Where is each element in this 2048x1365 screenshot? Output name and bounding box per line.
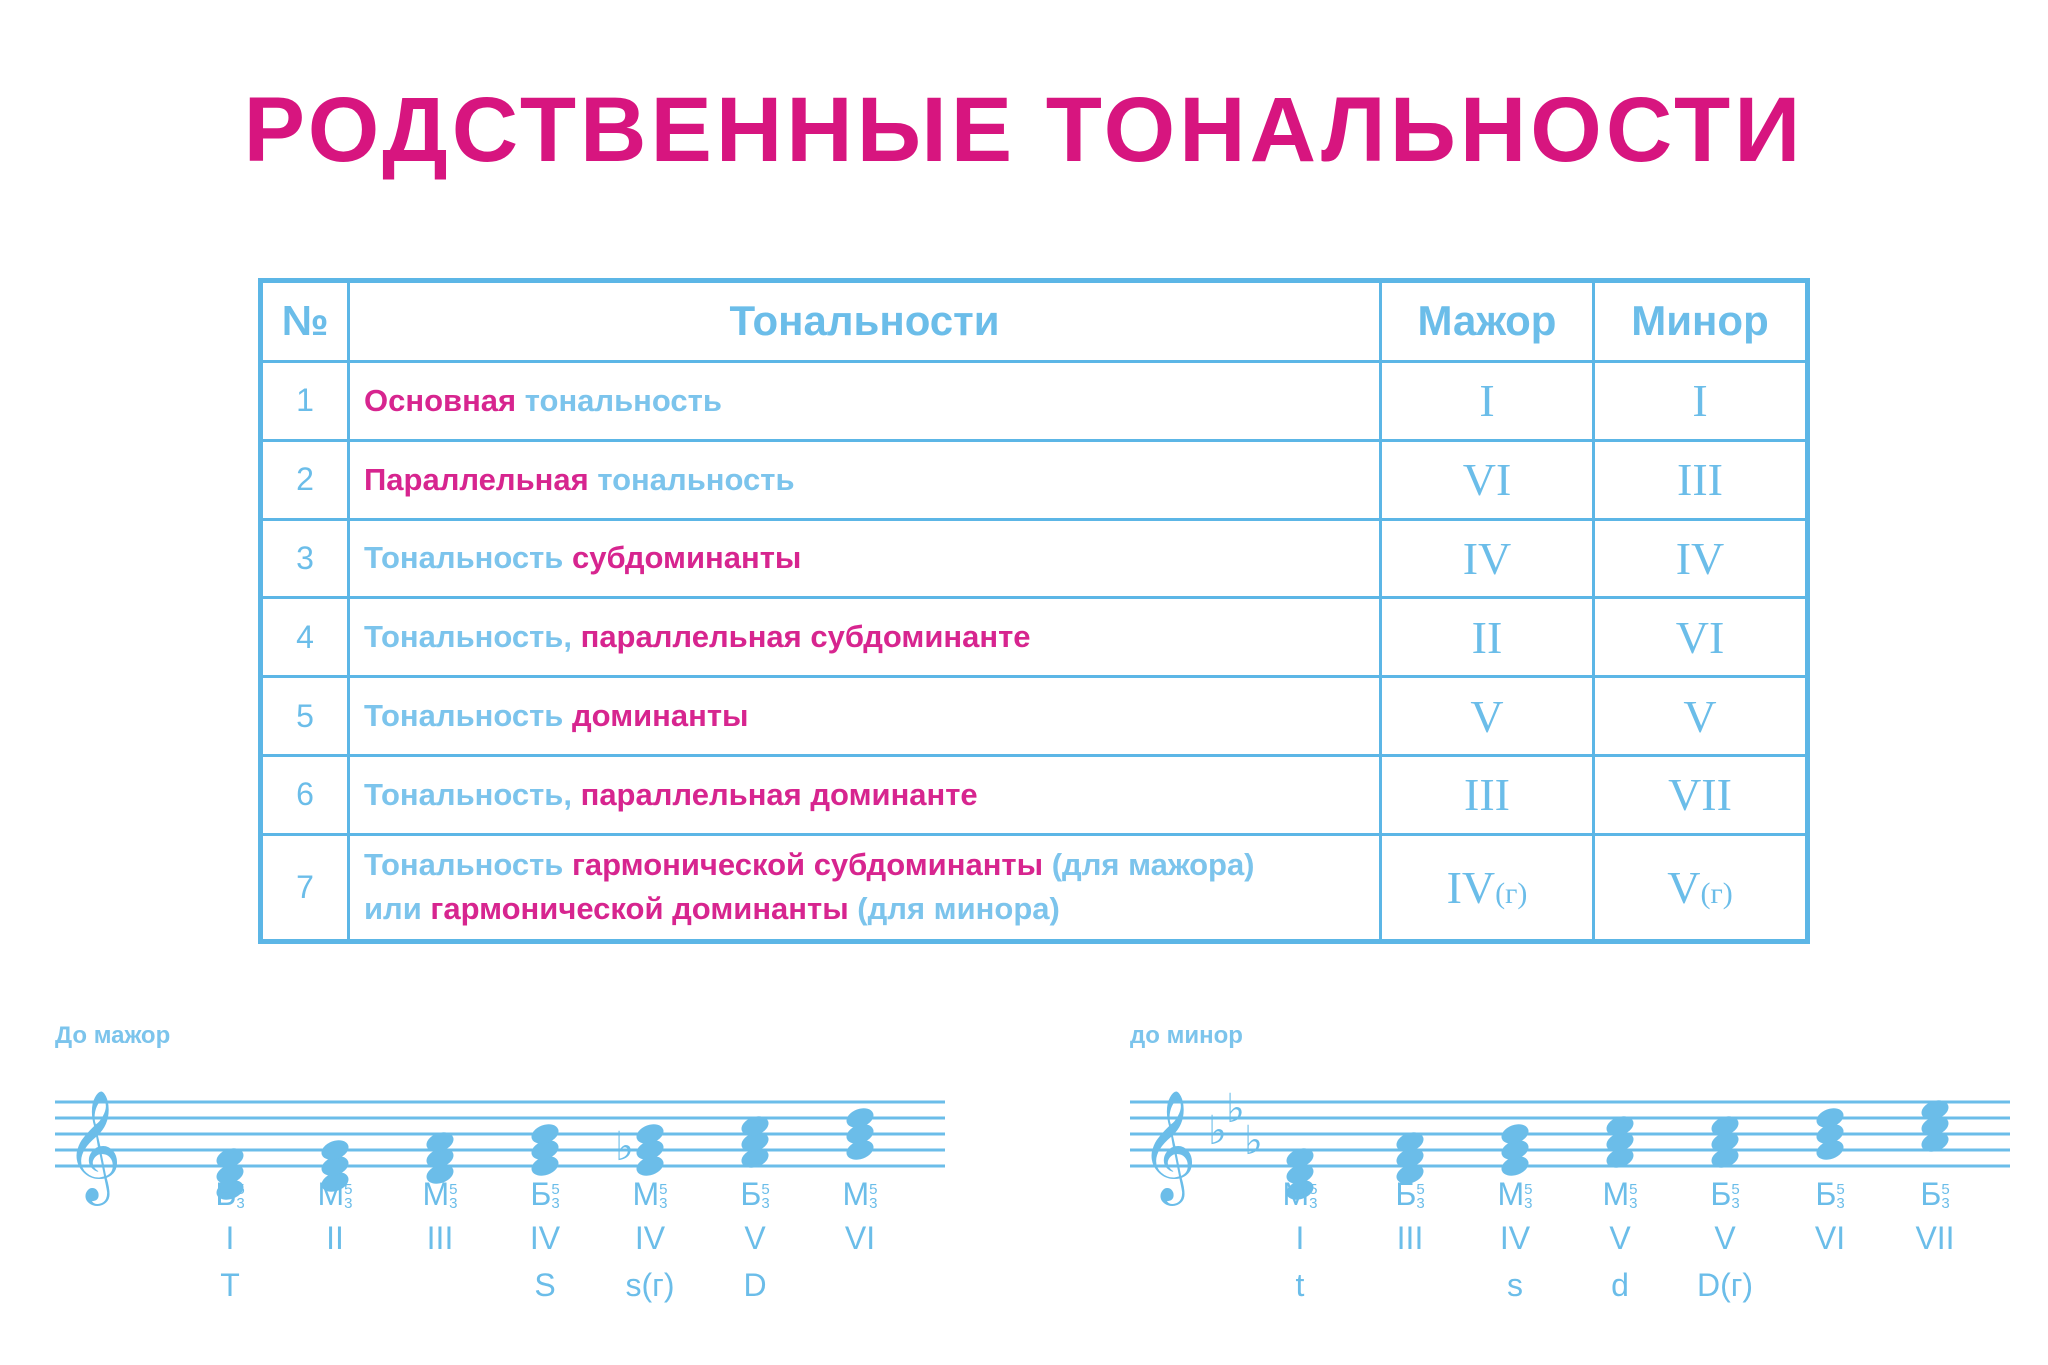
treble-clef-icon: 𝄞	[65, 1089, 122, 1201]
chord-type	[1370, 1172, 1450, 1216]
chord-label-column	[400, 1172, 480, 1310]
chord-figures	[659, 1180, 668, 1212]
chord-type-letter: М	[1497, 1176, 1525, 1212]
row-number: 7	[261, 834, 349, 941]
major-degree-value: II	[1471, 611, 1503, 663]
chord-figures	[551, 1180, 560, 1212]
chord-function: Т	[220, 1267, 240, 1303]
row-description	[349, 440, 1381, 519]
chord-sub: 3	[1309, 1194, 1318, 1212]
major-degree-value: IV	[1446, 861, 1496, 913]
row-number: 1	[261, 361, 349, 440]
chord-figures	[1731, 1180, 1740, 1212]
flat-icon: ♭	[615, 1124, 634, 1170]
header-major: Мажор	[1381, 281, 1594, 362]
chord-function: D(г)	[1696, 1267, 1754, 1303]
chord-figures	[1524, 1180, 1533, 1212]
row-major-degree	[1381, 834, 1594, 941]
row-minor-degree	[1594, 834, 1808, 941]
description-part: тональность	[516, 382, 722, 418]
chord-type	[1260, 1172, 1340, 1216]
chord-type	[1790, 1172, 1870, 1216]
chord-figures	[449, 1180, 458, 1212]
row-number: 3	[261, 519, 349, 598]
chord-sup: 5	[1309, 1180, 1318, 1198]
major-staff-label: До мажор	[55, 1022, 171, 1049]
chord-sup: 5	[1836, 1180, 1845, 1198]
chord-sub: 3	[551, 1194, 560, 1212]
chord-sub: 3	[1416, 1194, 1425, 1212]
table-row	[261, 598, 1808, 677]
chord-label-column	[1790, 1172, 1870, 1310]
chord-type-letter: Б	[740, 1176, 762, 1212]
major-degree-value: I	[1479, 375, 1495, 427]
chord-label-column	[1685, 1172, 1765, 1310]
row-major-degree	[1381, 598, 1594, 677]
chord-step: IV	[1499, 1220, 1531, 1256]
description-part: гармонической субдоминанты	[571, 847, 1044, 883]
chord-step: III	[426, 1220, 454, 1256]
table-row	[261, 440, 1808, 519]
chord-label-column	[295, 1172, 375, 1310]
chord-step: V	[1714, 1220, 1736, 1256]
chord-type	[400, 1172, 480, 1216]
chord-function	[400, 1260, 480, 1310]
chord-sup: 5	[236, 1180, 245, 1198]
description-part: тональность	[588, 461, 795, 497]
description-part: параллельная доминанте	[580, 776, 978, 812]
major-degree-value: VI	[1462, 454, 1512, 506]
chord-step: VI	[1814, 1220, 1846, 1256]
row-number: 5	[261, 677, 349, 756]
chord-sub: 3	[449, 1194, 458, 1212]
chord-type	[505, 1172, 585, 1216]
chord-step: III	[1396, 1220, 1424, 1256]
chord-type-letter: Б	[1395, 1176, 1417, 1212]
chord-label-column	[1260, 1172, 1340, 1310]
table-header-row	[261, 281, 1808, 362]
row-minor-degree	[1594, 440, 1808, 519]
row-number: 6	[261, 755, 349, 834]
row-major-degree	[1381, 361, 1594, 440]
chord-type-letter: М	[1602, 1176, 1630, 1212]
chord-sub: 3	[1836, 1194, 1845, 1212]
flat-icon: ♭	[1208, 1108, 1227, 1154]
row-minor-degree	[1594, 755, 1808, 834]
minor-degree-value: V	[1683, 690, 1717, 742]
flat-icon: ♭	[1226, 1086, 1245, 1132]
minor-degree-value: V	[1667, 861, 1701, 913]
chord-label-column	[1370, 1172, 1450, 1310]
chord-step: V	[744, 1220, 766, 1256]
chord-function	[1370, 1260, 1450, 1310]
minor-degree-value: III	[1677, 454, 1723, 506]
header-keys: Тональности	[349, 281, 1381, 362]
chord-type-letter: Б	[1815, 1176, 1837, 1212]
minor-degree-value: VI	[1675, 611, 1725, 663]
description-part: Тональность,	[364, 619, 581, 655]
row-description	[349, 677, 1381, 756]
chord-type-letter: Б	[1710, 1176, 1732, 1212]
row-major-degree	[1381, 440, 1594, 519]
chord-step: V	[1609, 1220, 1631, 1256]
chord-function: s(г)	[625, 1267, 675, 1303]
chord-sup: 5	[1731, 1180, 1740, 1198]
chord-step: I	[1295, 1220, 1305, 1256]
row-description	[349, 755, 1381, 834]
header-minor: Минор	[1594, 281, 1808, 362]
description-part: Тональность,	[364, 776, 581, 812]
minor-degree-value: IV	[1675, 532, 1725, 584]
major-degree-suffix: (г)	[1495, 876, 1528, 910]
chord-label-column	[505, 1172, 585, 1310]
description-part: доминанты	[571, 698, 749, 734]
row-description	[349, 519, 1381, 598]
chord-figures	[344, 1180, 353, 1212]
chord-step: I	[225, 1220, 235, 1256]
major-degree-value: V	[1470, 690, 1504, 742]
chord-step: VI	[844, 1220, 876, 1256]
major-staff-block	[55, 1022, 945, 1322]
description-part: Параллельная	[364, 461, 589, 497]
chord-sub: 3	[1731, 1194, 1740, 1212]
row-minor-degree	[1594, 519, 1808, 598]
chord-sup: 5	[869, 1180, 878, 1198]
table-row	[261, 519, 1808, 598]
chord-figures	[1941, 1180, 1950, 1212]
chord-label-column	[190, 1172, 270, 1310]
chord-figures	[236, 1180, 245, 1212]
row-number: 4	[261, 598, 349, 677]
minor-staff-label: до минор	[1130, 1022, 1243, 1049]
row-minor-degree	[1594, 598, 1808, 677]
row-description	[349, 598, 1381, 677]
chord-label-column	[1580, 1172, 1660, 1310]
chord-type	[1685, 1172, 1765, 1216]
chord-type	[190, 1172, 270, 1216]
chord-type	[1895, 1172, 1975, 1216]
chord-sup: 5	[551, 1180, 560, 1198]
chord-sub: 3	[1524, 1194, 1533, 1212]
chord-sub: 3	[1629, 1194, 1638, 1212]
row-major-degree	[1381, 677, 1594, 756]
major-staff	[55, 1062, 945, 1222]
row-major-degree	[1381, 755, 1594, 834]
chord-type	[1475, 1172, 1555, 1216]
chord-function: s	[1507, 1267, 1523, 1303]
chord-figures	[761, 1180, 770, 1212]
chord-type	[610, 1172, 690, 1216]
treble-clef-icon: 𝄞	[1140, 1089, 1197, 1201]
table-row	[261, 834, 1808, 941]
flat-icon: ♭	[1244, 1118, 1263, 1164]
table-row	[261, 677, 1808, 756]
description-part: Основная	[364, 382, 517, 418]
chord-sub: 3	[761, 1194, 770, 1212]
chord-step: IV	[529, 1220, 561, 1256]
chord-function	[1790, 1260, 1870, 1310]
chord-function	[820, 1260, 900, 1310]
chord-figures	[1309, 1180, 1318, 1212]
row-description	[349, 361, 1381, 440]
chord-function: d	[1611, 1267, 1629, 1303]
chord-function	[295, 1260, 375, 1310]
chord-step: IV	[634, 1220, 666, 1256]
minor-degree-suffix: (г)	[1700, 876, 1733, 910]
row-major-degree	[1381, 519, 1594, 598]
chord-sup: 5	[449, 1180, 458, 1198]
chord-label-column	[610, 1172, 690, 1310]
chord-label-column	[1475, 1172, 1555, 1310]
description-part: или	[364, 891, 431, 927]
chord-type-letter: Б	[1920, 1176, 1942, 1212]
chord-function: S	[534, 1267, 556, 1303]
description-part: Тональность	[364, 698, 572, 734]
description-part: Тональность	[364, 847, 572, 883]
row-number: 2	[261, 440, 349, 519]
description-part: Тональность	[364, 540, 572, 576]
description-part: (для минора)	[848, 891, 1060, 927]
major-degree-value: III	[1464, 769, 1510, 821]
chord-label-column	[820, 1172, 900, 1310]
chord-type	[295, 1172, 375, 1216]
chord-function	[1895, 1260, 1975, 1310]
chord-sub: 3	[659, 1194, 668, 1212]
chord-sub: 3	[236, 1194, 245, 1212]
minor-degree-value: VII	[1668, 769, 1732, 821]
chord-sup: 5	[1941, 1180, 1950, 1198]
minor-degree-value: I	[1692, 375, 1708, 427]
chord-figures	[1629, 1180, 1638, 1212]
chord-type-letter: М	[422, 1176, 450, 1212]
chord-sup: 5	[1416, 1180, 1425, 1198]
chord-sup: 5	[1629, 1180, 1638, 1198]
chord-function: t	[1295, 1267, 1305, 1303]
chord-type	[820, 1172, 900, 1216]
chord-type-letter: М	[1282, 1176, 1310, 1212]
chord-step: VII	[1915, 1220, 1955, 1256]
chord-figures	[1836, 1180, 1845, 1212]
chord-type-letter: М	[317, 1176, 345, 1212]
chord-figures	[1416, 1180, 1425, 1212]
description-part: (для мажора)	[1043, 847, 1255, 883]
chord-sup: 5	[1524, 1180, 1533, 1198]
chord-type-letter: Б	[530, 1176, 552, 1212]
related-keys-table	[258, 278, 1810, 944]
chord-sub: 3	[869, 1194, 878, 1212]
chord-type	[1580, 1172, 1660, 1216]
table-row	[261, 755, 1808, 834]
chord-function: D	[743, 1267, 767, 1303]
chord-type-letter: М	[842, 1176, 870, 1212]
row-minor-degree	[1594, 361, 1808, 440]
row-description	[349, 834, 1381, 941]
chord-sub: 3	[1941, 1194, 1950, 1212]
chord-step: II	[326, 1220, 344, 1256]
chord-label-column	[1895, 1172, 1975, 1310]
table-row	[261, 361, 1808, 440]
major-degree-value: IV	[1462, 532, 1512, 584]
header-num: №	[261, 281, 349, 362]
row-minor-degree	[1594, 677, 1808, 756]
chord-sub: 3	[344, 1194, 353, 1212]
chord-sup: 5	[761, 1180, 770, 1198]
description-part: субдоминанты	[571, 540, 802, 576]
chord-type-letter: М	[632, 1176, 660, 1212]
page-title: РОДСТВЕННЫЕ ТОНАЛЬНОСТИ	[243, 79, 1805, 181]
chord-type	[715, 1172, 795, 1216]
chord-sup: 5	[659, 1180, 668, 1198]
chord-label-column	[715, 1172, 795, 1310]
chord-figures	[869, 1180, 878, 1212]
chord-type-letter: Б	[215, 1176, 237, 1212]
description-part: гармонической доминанты	[430, 891, 849, 927]
chord-sup: 5	[344, 1180, 353, 1198]
description-part: параллельная субдоминанте	[580, 619, 1031, 655]
minor-staff-block	[1130, 1022, 2010, 1322]
